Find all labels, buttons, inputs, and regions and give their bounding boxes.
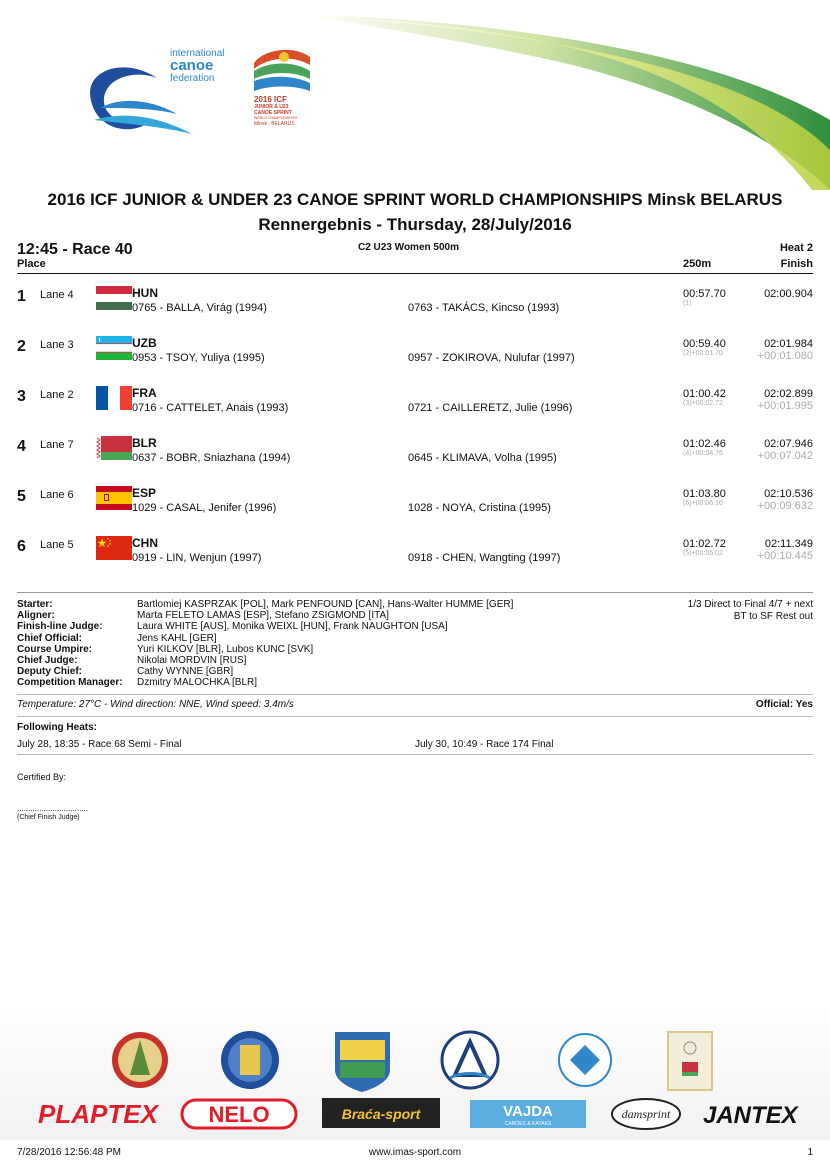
official-label: Competition Manager: [17,677,123,689]
athlete-2: 0645 - KLIMAVA, Volha (1995) [408,452,557,464]
sponsor-damsprint: damsprint [621,1107,671,1121]
athlete-1: 0953 - TSOY, Yuliya (1995) [132,352,265,364]
split-rank: (2)+00:01.70 [683,350,723,357]
official-value: Dzmitry MALOCHKA [BLR] [137,677,258,689]
country-code: FRA [132,386,157,400]
split-rank: (4)+00:04.76 [683,450,723,457]
official-status: Official: Yes [755,699,813,710]
athlete-1: 0919 - LIN, Wenjun (1997) [132,552,262,564]
emblem-6-icon [668,1032,712,1090]
sponsor-braca: Braća-sport [341,1106,421,1122]
time-behind: +00:01.080 [757,350,813,362]
official-value: Bartlomiej KASPRZAK [POL], Mark PENFOUND [CAN], Hans-Walter HUMME [GER] [137,599,514,610]
header-rule [17,273,813,274]
split-time: 01:03.80 [683,488,726,500]
country-code: CHN [132,536,158,550]
emblem-4-icon [442,1032,498,1088]
official-label: Deputy Chief: [17,666,82,678]
following-heats-label: Following Heats: [17,722,97,733]
country-code: UZB [132,336,157,350]
weather-info: Temperature: 27°C - Wind direction: NNE, Wind speed: 3.4m/s [17,699,294,710]
emblem-1-icon [112,1032,168,1088]
sponsors-strip [0,1000,830,1140]
time-behind: +00:01.995 [757,400,813,412]
following-heat: July 28, 18:35 - Race 68 Semi - Final [17,739,182,750]
place: 5 [17,488,26,505]
race-time-number: 12:45 - Race 40 [17,241,133,258]
heat-label: Heat 2 [779,242,813,254]
finish-time: 02:00.904 [764,288,813,300]
split-time: 00:59.40 [683,338,726,350]
sponsor-vajda-sub: CANOES & KAYAKS [504,1121,552,1127]
lane: Lane 2 [40,389,74,401]
emblem-5-icon [559,1034,611,1086]
country-code: BLR [132,436,157,450]
official-value: Jens KAHL [GER] [137,632,217,644]
official-label: Chief Official: [17,632,83,644]
following-bottom-rule [17,754,813,755]
column-header-250m: 250m [683,258,712,270]
certified-by-label: Certified By: [17,772,67,782]
result-row [0,536,830,584]
time-behind: +00:09.632 [757,500,813,512]
officials-rule [17,592,813,593]
official-label: Starter: [17,599,53,610]
flag-chn-icon [96,536,132,560]
event-logo-text-2: JUNIOR & U23 [254,104,289,110]
finish-time: 02:10.536 [764,488,813,500]
weather-rule [17,694,813,695]
sponsor-braca-badge [322,1098,440,1128]
result-row [0,386,830,434]
time-behind: +00:10.445 [757,550,813,562]
lane: Lane 6 [40,489,74,501]
icf-logo-text-1: international [170,48,225,59]
finish-time: 02:02.899 [764,388,813,400]
following-heat: July 30, 10:49 - Race 174 Final [415,739,554,750]
sponsor-nelo-badge [182,1100,296,1128]
country-code: HUN [132,286,158,300]
split-rank: (5)+00:05.02 [683,550,723,557]
result-row [0,486,830,534]
official-label: Aligner: [17,610,55,622]
document-subtitle: Rennergebnis - Thursday, 28/July/2016 [258,215,572,234]
place: 4 [17,438,26,455]
result-row [0,336,830,384]
place: 1 [17,288,26,305]
progression-rules: 1/3 Direct to Final 4/7 + next BT to SF Rest out [687,599,813,622]
emblem-3-icon [335,1032,390,1092]
flag-blr-icon [96,436,132,460]
split-rank: (6)+00:06.10 [683,500,723,507]
column-header-place: Place [17,258,46,270]
place: 2 [17,338,26,355]
icf-logo [82,48,232,138]
sponsor-jantex: JANTEX [703,1102,798,1129]
document-title: 2016 ICF JUNIOR & UNDER 23 CANOE SPRINT WORLD CHAMPIONSHIPS Minsk BELARUS [47,190,783,209]
lane: Lane 4 [40,289,74,301]
official-value: Cathy WYNNE [GBR] [137,666,234,678]
official-value: Yuri KILKOV [BLR], Lubos KUNC [SVK] [137,643,314,655]
flag-uzb-icon [96,336,132,360]
event-logo-text-5: Minsk , BELARUS [254,121,295,127]
athlete-1: 0637 - BOBR, Sniazhana (1994) [132,452,291,464]
athlete-2: 0721 - CAILLERETZ, Julie (1996) [408,402,573,414]
split-time: 01:02.72 [683,538,726,550]
official-label: Chief Judge: [17,655,78,666]
place: 3 [17,388,26,405]
athlete-2: 0763 - TAKÁCS, Kincso (1993) [408,302,560,314]
icf-logo-text-3: federation [170,73,215,84]
footer-timestamp: 7/28/2016 12:56:48 PM [17,1147,121,1158]
athlete-2: 0957 - ZOKIROVA, Nulufar (1997) [408,352,575,364]
flag-fra-icon [96,386,132,410]
athlete-1: 0716 - CATTELET, Anais (1993) [132,402,289,414]
footer-url[interactable]: www.imas-sport.com [368,1147,462,1158]
split-time: 01:02.46 [683,438,726,450]
lane: Lane 5 [40,539,74,551]
sponsor-vajda: VAJDA [503,1103,553,1120]
country-code: ESP [132,486,157,500]
page-number: 1 [807,1147,813,1158]
result-row [0,436,830,484]
flag-esp-icon [96,486,132,510]
athlete-2: 0918 - CHEN, Wangting (1997) [408,552,561,564]
sponsor-nelo: NELO [208,1102,270,1127]
finish-time: 02:07.946 [764,438,813,450]
flag-hun-icon [96,286,132,310]
official-label: Course Umpire: [17,643,93,655]
sponsor-damsprint-badge [612,1099,680,1129]
icf-logo-text-2: canoe [170,57,214,74]
official-value: Nikolai MORDVIN [RUS] [137,655,247,666]
split-rank: (3)+00:02.72 [683,400,723,407]
column-header-finish: Finish [780,258,813,270]
time-behind: +00:07.042 [757,450,813,462]
signature-role: (Chief Finish Judge) [17,814,80,821]
split-time: 01:00.42 [683,388,726,400]
official-value: Marta FELETO LAMAS [ESP], Stefano ZSIGMOND [ITA] [137,610,389,622]
signature-line: ................................ [17,804,89,813]
event-logo-text-1: 2016 ICF [254,95,287,104]
event-name: C2 U23 Women 500m [358,242,459,253]
event-logo-text-4: WORLD CHAMPIONSHIPS [254,116,298,120]
finish-time: 02:11.349 [764,538,813,550]
official-value: Laura WHITE [AUS], Monika WEIXL [HUN], Frank NAUGHTON [USA] [137,621,448,633]
official-label: Finish-line Judge: [17,621,103,633]
result-row [0,286,830,334]
athlete-2: 1028 - NOYA, Cristina (1995) [408,502,551,514]
sponsor-plaptex: PLAPTEX [38,1099,158,1129]
event-logo-text-3: CANOE SPRINT [254,110,292,116]
emblem-2-icon [221,1031,279,1089]
sponsor-vajda-badge [470,1100,586,1128]
lane: Lane 3 [40,339,74,351]
following-rule [17,716,813,717]
lane: Lane 7 [40,439,74,451]
finish-time: 02:01.984 [764,338,813,350]
split-time: 00:57.70 [683,288,726,300]
athlete-1: 0765 - BALLA, Virág (1994) [132,302,267,314]
event-logo [250,45,314,135]
place: 6 [17,538,26,555]
split-rank: (1) [683,300,692,307]
athlete-1: 1029 - CASAL, Jenifer (1996) [132,502,277,514]
